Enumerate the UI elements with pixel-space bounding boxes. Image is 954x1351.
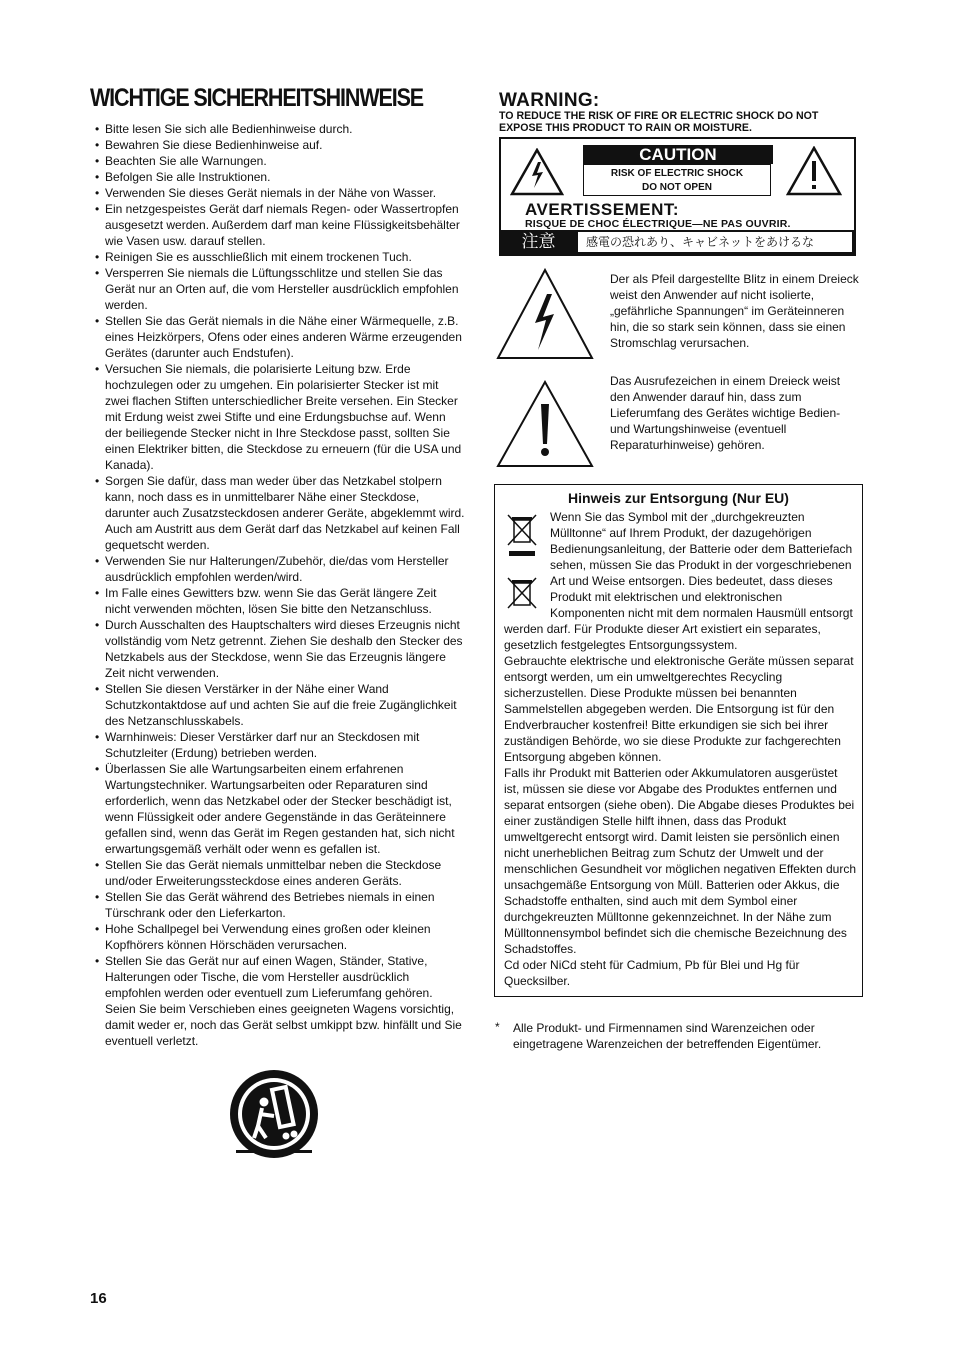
safety-item: • Stellen Sie das Gerät nur auf einen Wagen, Ständer, Stative, Halterungen oder Tische, die vom Hersteller ausdrücklich empfohlen werden oder eventuell zum Lieferumfang gehören. Seien Sie beim Verschieben eines geeigneten Wagens vorsichtig, damit weder er, noch das Gerät selbst umkippt bzw. hinfällt und Sie eventuell verletzt. [93,953,465,1049]
warning-text: TO REDUCE THE RISK OF FIRE OR ELECTRIC SHOCK DO NOT EXPOSE THIS PRODUCT TO RAIN OR MOISTURE. [499,110,819,134]
footnote-marker: * [495,1020,500,1034]
trademark-footnote: Alle Produkt- und Firmennamen sind Warenzeichen oder eingetragene Warenzeichen der betreffenden Eigentümer. [513,1021,822,1051]
safety-item: • Überlassen Sie alle Wartungsarbeiten einem erfahrenen Wartungstechniker. Wartungsarbeiten oder Reparaturen sind erforderlich, wenn das Netzkabel oder der Stecker beschädigt ist, wenn Flüssigkeit oder andere Gegenstände in das Geräteinnere gefallen sind, wenn das Gerät im Regen gestanden hat, sich nicht erwartungsgemäß verhält oder wenn es gefallen ist. [93,761,465,857]
risk-line-2: DO NOT OPEN [641,182,712,193]
disposal-paragraph-2: Gebrauchte elektrische und elektronische Geräte müssen separat entsorgt werden, um ein umweltgerechtes Recycling sicherzustellen. Diese Produkte müssen bei benannten Sammelstellen abgegeben werden. Die Entsorgung ist für den Endverbraucher kostenfrei! Bitte erkundigen sie sich bei ihrer zuständigen Behörde, wo sie diese Produkte zur fachgerechten Entsorgung abgeben können. [504,654,854,764]
safety-item: • Im Falle eines Gewitters bzw. wenn Sie das Gerät längere Zeit nicht verwenden möchten, lösen Sie bitte den Netzanschluss. [93,585,465,617]
safety-item: • Bewahren Sie diese Bedienhinweise auf. [93,137,465,153]
japanese-caution-label: 注意 [521,232,556,251]
safety-item: • Sorgen Sie dafür, dass man weder über das Netzkabel stolpern kann, noch dass es in unmittelbarer Nähe einer Steckdose, darunter auch Zusatzsteckdosen anderer Geräte, abgeklemmt wird. Auch am Austritt aus dem Gerät darf das Netzkabel auf keinen Fall gequetscht werden. [93,473,465,553]
safety-item: • Befolgen Sie alle Instruktionen. [93,169,465,185]
disposal-paragraph-3: Falls ihr Produkt mit Batterien oder Akkumulatoren ausgerüstet ist, müssen sie diese vor Abgabe des Produktes entfernen und separat entsorgen (siehe oben). Die Abgabe dieses Produktes bei einer zuständigen Stelle hilft ihnen, dass das Produkt umweltgerecht entsorgt wird. Damit leisten sie persönlich einen nicht unerheblichen Beitrag zum Schutz der Umwelt und der menschlichen Gesundheit vor möglichen negativen Effekten durch unsachgemäße Entsorgung von Müll. Batterien oder Akkus, die Schadstoffe enthalten, sind auch mit dem Symbol einer durchgekreuzten Mülltonne gekennzeichnet. In der Nähe zum Mülltonnensymbol befindet sich die chemische Bezeichnung des Schadstoffes. [504,766,856,956]
small-exclamation-triangle-icon [786,146,842,196]
safety-item: • Stellen Sie das Gerät niemals in die Nähe einer Wärmequelle, z.B. eines Heizkörpers, Ofens oder eines anderen Wärme erzeugenden Gerätes (darunter auch Endstufen). [93,313,465,361]
safety-item: • Bitte lesen Sie sich alle Bedienhinweise durch. [93,121,465,137]
safety-item: • Stellen Sie das Gerät während des Betriebes niemals in einen Türschrank oder den Lieferkarton. [93,889,465,921]
safety-item: • Stellen Sie diesen Verstärker in der Nähe einer Wand Schutzkontaktdose auf und achten Sie auf die freie Zugänglichkeit des Netzanschlusskabels. [93,681,465,729]
exclamation-symbol-description: Das Ausrufezeichen in einem Dreieck weist den Anwender darauf hin, dass zum Lieferumfang des Gerätes wichtige Bedien- und Wartungshinweise (eventuell Reparaturhinweise) gehören. [610,374,841,452]
risque-text: RISQUE DE CHOC ÉLECTRIQUE—NE PAS OUVRIR. [525,218,791,230]
warning-heading: WARNING: [499,90,600,111]
safety-item: • Versuchen Sie niemals, die polarisierte Leitung bzw. Erde hochzulegen oder zu umgehen. Ein polarisierter Stecker ist mit zwei flachen Stiften unterschiedlicher Breite versehen. Ein Stecker mit Erdung weist zwei Stifte und eine Erdungsbuchse auf. Wenn der beiliegende Stecker nicht in Ihre Steckdose passt, sollten Sie einen Elektriker bitten, die Steckdose zu erneuern (für die USA und Kanada). [93,361,465,473]
safety-item: • Versperren Sie niemals die Lüftungsschlitze und stellen Sie das Gerät nur an Orten auf, die vom Hersteller ausdrücklich empfohlen werden. [93,265,465,313]
disposal-body [504,509,856,989]
safety-item: • Beachten Sie alle Warnungen. [93,153,465,169]
safety-instructions-list [93,121,465,1049]
page-number: 16 [90,1290,107,1307]
safety-item: • Durch Ausschalten des Hauptschalters wird dieses Erzeugnis nicht vollständig vom Netz getrennt. Ziehen Sie deshalb den Stecker des Netzkabels aus der Steckdose, wenn Sie das Erzeugnis längere Zeit nicht verwenden. [93,617,465,681]
safety-item: • Warnhinweis: Dieser Verstärker darf nur an Steckdosen mit Schutzleiter (Erdung) betrieben werden. [93,729,465,761]
disposal-paragraph-4: Cd oder NiCd steht für Cadmium, Pb für Blei und Hg für Quecksilber. [504,958,800,988]
exclamation-triangle-icon [496,380,594,468]
japanese-warning-text: 感電の恐れあり、キャビネットをあけるな [578,232,852,252]
lightning-triangle-icon [496,268,594,360]
avertissement-heading: AVERTISSEMENT: [525,200,680,219]
disposal-title: Hinweis zur Entsorgung (Nur EU) [568,490,789,506]
cart-tip-over-warning-icon [228,1068,320,1160]
risk-of-shock-text [583,164,771,196]
disposal-paragraph-1: Wenn Sie das Symbol mit der „durchgekreuzten Mülltonne“ auf Ihrem Produkt, der dazugehörigen Bedienungsanleitung, der Batterie oder dem Batteriefach sehen, müssen Sie das Produkt in der vorgeschriebenen Art und Weise entsorgen. Dies bedeutet, dass dieses Produkt mit elektrischen und elektronischen Komponenten nicht mit dem normalen Hausmüll entsorgt werden darf. Für Produkte dieser Art existiert ein separates, gesetzlich festgelegtes Entsorgungssystem. [504,510,853,652]
safety-item: • Stellen Sie das Gerät niemals unmittelbar neben die Steckdose und/oder Erweiterungssteckdose eines anderen Geräts. [93,857,465,889]
safety-item: • Hohe Schallpegel bei Verwendung eines großen oder kleinen Kopfhörers können Hörschäden verursachen. [93,921,465,953]
risk-line-1: RISK OF ELECTRIC SHOCK [610,168,744,179]
safety-item: • Verwenden Sie dieses Gerät niemals in der Nähe von Wasser. [93,185,465,201]
safety-item: • Ein netzgespeistes Gerät darf niemals Regen- oder Wassertropfen ausgesetzt werden. Außerdem darf man keine Flüssigkeitsbehälter wie Vasen usw. darauf stellen. [93,201,465,249]
caution-heading: CAUTION [583,145,773,164]
page-title: WICHTIGE SICHERHEITSHINWEISE [90,84,424,112]
safety-item: • Verwenden Sie nur Halterungen/Zubehör, die/das vom Hersteller ausdrücklich empfohlen werden/wird. [93,553,465,585]
lightning-symbol-description: Der als Pfeil dargestellte Blitz in einem Dreieck weist den Anwender auf nicht isolierte, „gefährliche Spannungen“ im Geräteinneren hin, die so stark sein können, dass sie einen Stromschlag verursachen. [610,272,859,350]
small-lightning-triangle-icon [510,148,564,196]
safety-item: • Reinigen Sie es ausschließlich mit einem trockenen Tuch. [93,249,465,265]
